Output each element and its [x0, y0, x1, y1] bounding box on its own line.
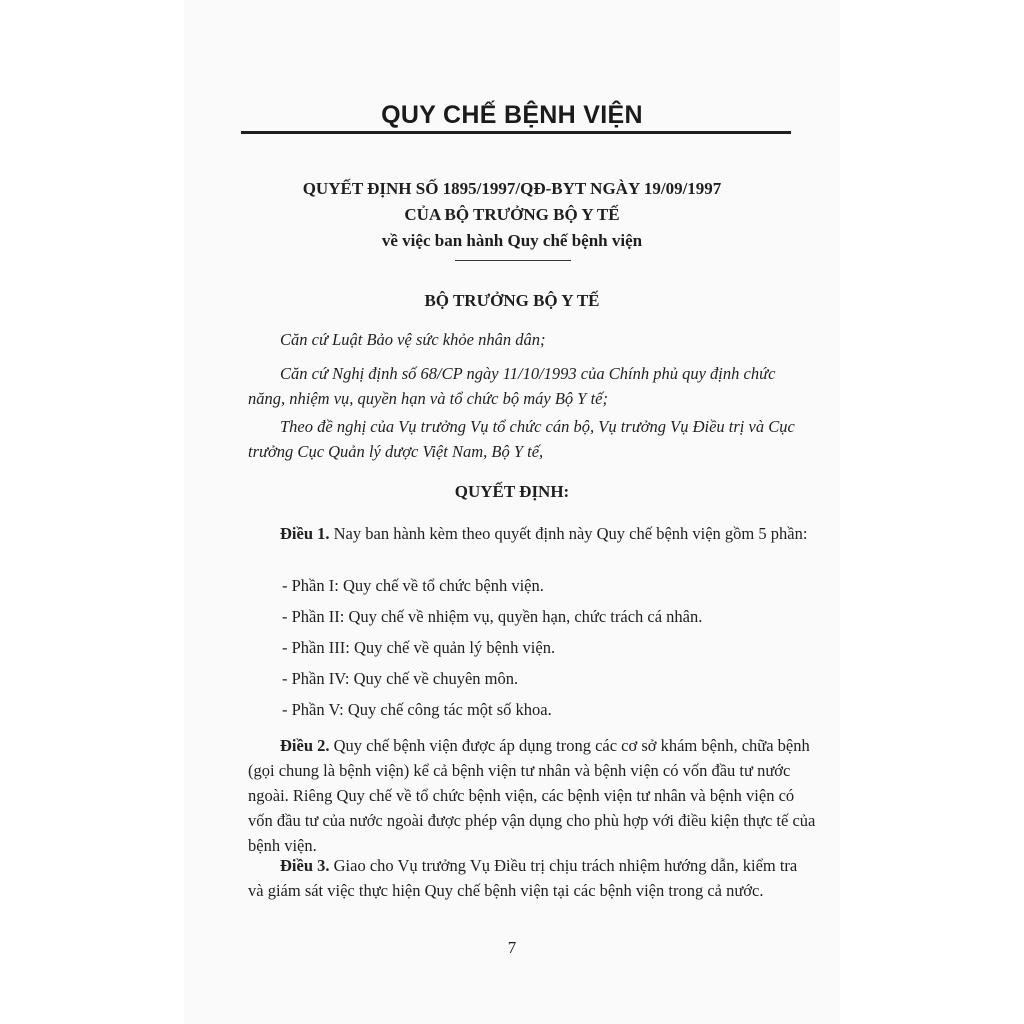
- legal-basis-2: Căn cứ Nghị định số 68/CP ngày 11/10/1993 của Chính phủ quy định chức năng, nhiệm vụ, quyền hạn và tổ chức bộ máy Bộ Y tế;: [248, 364, 776, 408]
- article-3: [248, 853, 816, 903]
- legal-basis-3: Theo đề nghị của Vụ trưởng Vụ tổ chức cán bộ, Vụ trưởng Vụ Điều trị và Cục trưởng Cục Quản lý dược Việt Nam, Bộ Y tế,: [248, 417, 795, 461]
- decide-heading: QUYẾT ĐỊNH:: [454, 482, 570, 501]
- minister-heading: BỘ TRƯỞNG BỘ Y TẾ: [424, 291, 600, 310]
- article-1-part-4: - Phần IV: Quy chế về chuyên môn.: [282, 669, 519, 688]
- document-page: [186, 0, 838, 1024]
- decision-heading: [186, 176, 838, 254]
- article-2: [248, 733, 816, 858]
- decision-subject-line: về việc ban hành Quy chế bệnh viện: [381, 231, 643, 250]
- decision-issuer-line: CỦA BỘ TRƯỞNG BỘ Y TẾ: [404, 205, 620, 224]
- article-1-text: Nay ban hành kèm theo quyết định này Quy chế bệnh viện gồm 5 phần:: [329, 524, 808, 543]
- article-2-text: Quy chế bệnh viện được áp dụng trong các cơ sở khám bệnh, chữa bệnh (gọi chung là bệnh viện) kể cả bệnh viện tư nhân và bệnh viện có vốn đầu tư nước ngoài. Riêng Quy chế về tổ chức bệnh viện, các bệnh viện tư nhân và bệnh viện có vốn đầu tư của nước ngoài được phép vận dụng cho phù hợp với điều kiện thực tế của bệnh viện.: [248, 736, 816, 855]
- article-1-part-1: - Phần I: Quy chế về tổ chức bệnh viện.: [282, 576, 544, 595]
- heading-divider: [455, 260, 571, 261]
- article-3-label: Điều 3.: [280, 856, 330, 875]
- title-underline: [241, 131, 791, 134]
- decision-number-line: QUYẾT ĐỊNH SỐ 1895/1997/QĐ-BYT NGÀY 19/09/1997: [302, 179, 722, 198]
- article-1-part-3: - Phần III: Quy chế về quản lý bệnh viện.: [282, 638, 556, 657]
- document-title: QUY CHẾ BỆNH VIỆN: [381, 101, 643, 129]
- legal-basis-1: Căn cứ Luật Bảo vệ sức khỏe nhân dân;: [280, 330, 546, 349]
- article-3-text: Giao cho Vụ trưởng Vụ Điều trị chịu trách nhiệm hướng dẫn, kiểm tra và giám sát việc thực hiện Quy chế bệnh viện tại các bệnh viện trong cả nước.: [248, 856, 798, 900]
- article-1-label: Điều 1.: [280, 524, 330, 543]
- article-1-part-2: - Phần II: Quy chế về nhiệm vụ, quyền hạn, chức trách cá nhân.: [282, 607, 703, 626]
- page-number: 7: [507, 938, 517, 957]
- article-1: [248, 521, 816, 546]
- article-2-label: Điều 2.: [280, 736, 330, 755]
- article-1-part-5: - Phần V: Quy chế công tác một số khoa.: [282, 700, 552, 719]
